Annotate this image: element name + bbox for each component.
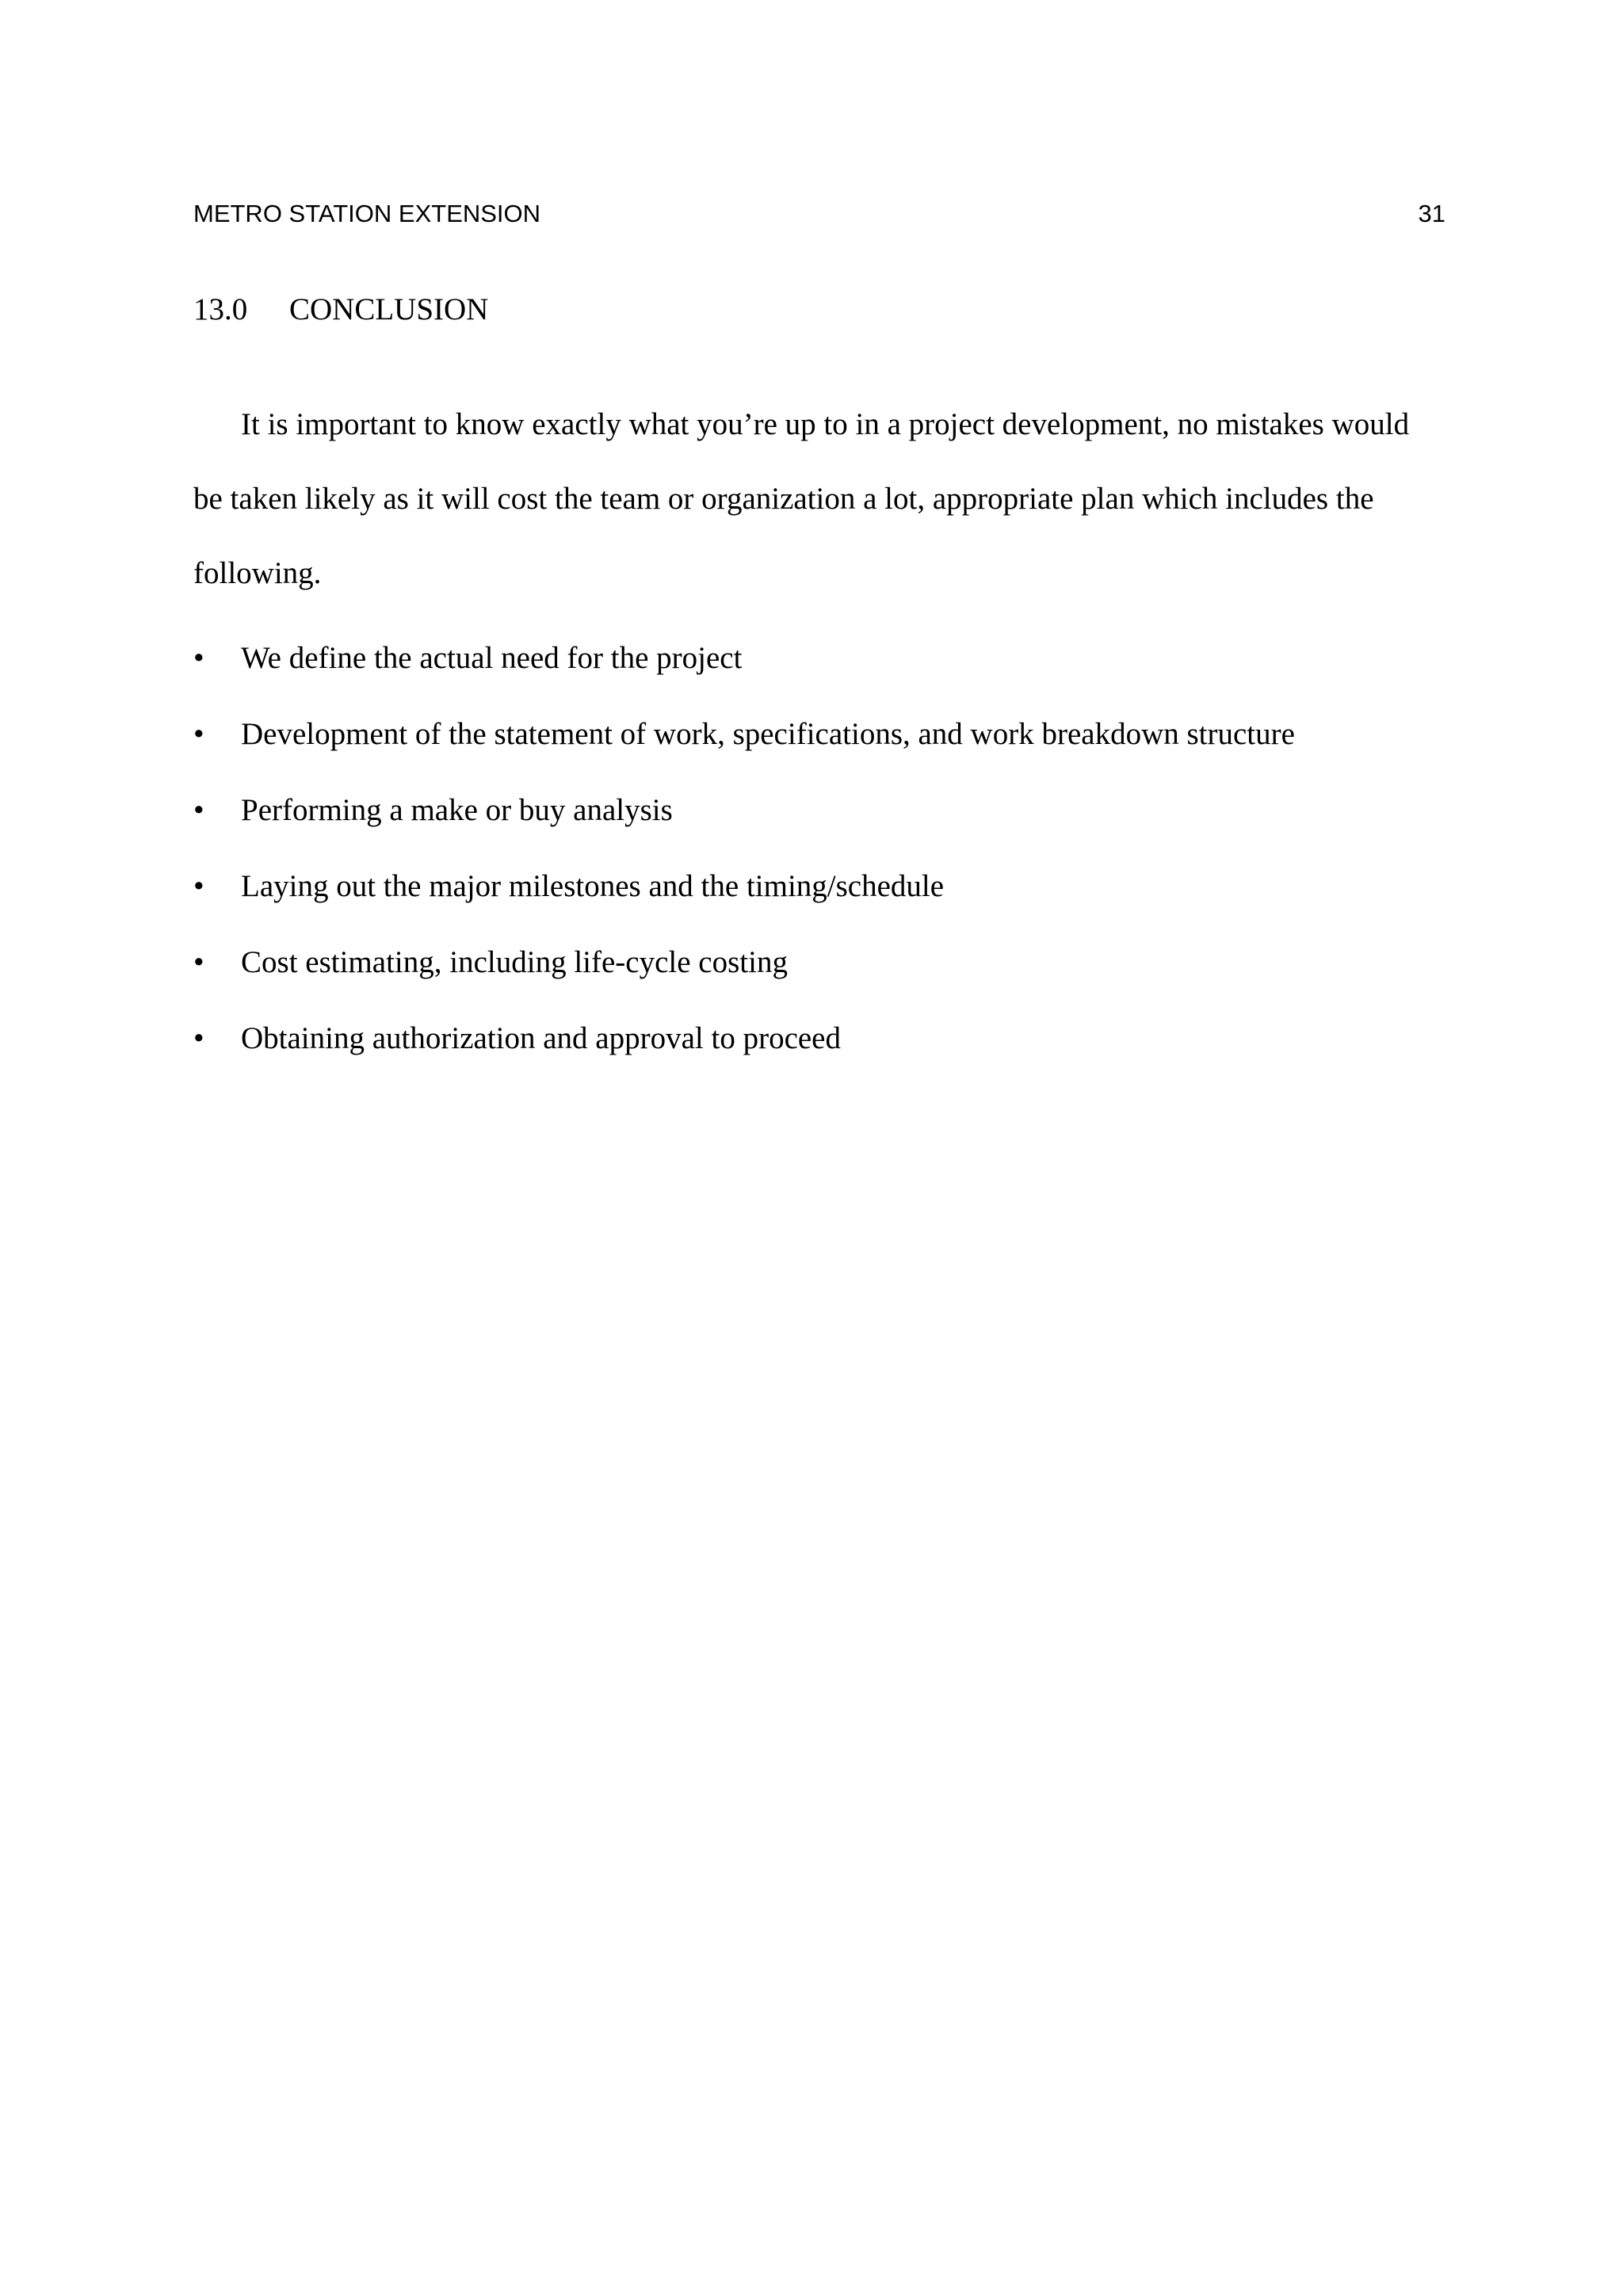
bullet-icon: • [193, 1021, 204, 1055]
section-number: 13.0 [193, 292, 248, 326]
list-item-text: Obtaining authorization and approval to proceed [241, 1021, 841, 1055]
section-heading [193, 290, 488, 330]
list-item-text: Cost estimating, including life-cycle costing [241, 945, 788, 979]
list-item [193, 791, 1445, 830]
list-item-text: Development of the statement of work, specifications, and work breakdown structure [241, 717, 1295, 751]
conclusion-paragraph: It is important to know exactly what you’re up to in a project development, no mistakes would be taken likely as it will cost the team or organization a lot, appropriate plan which includes the following. [193, 407, 1410, 590]
bullet-icon: • [193, 793, 204, 827]
list-item [193, 943, 1445, 982]
list-item-text: We define the actual need for the project [241, 641, 743, 675]
bullet-icon: • [193, 717, 204, 751]
list-item [193, 715, 1445, 754]
bullet-icon: • [193, 945, 204, 979]
running-head-title: METRO STATION EXTENSION [193, 200, 541, 227]
running-head [193, 196, 1445, 231]
list-item-text: Laying out the major milestones and the timing/schedule [241, 869, 945, 903]
list-item-text: Performing a make or buy analysis [241, 793, 673, 827]
bullet-list [193, 639, 1445, 1095]
page-number: 31 [1418, 200, 1445, 227]
list-item [193, 867, 1445, 906]
bullet-icon: • [193, 641, 204, 675]
list-item [193, 1019, 1445, 1058]
section-title: CONCLUSION [289, 292, 489, 326]
bullet-icon: • [193, 869, 204, 903]
list-item [193, 639, 1445, 678]
